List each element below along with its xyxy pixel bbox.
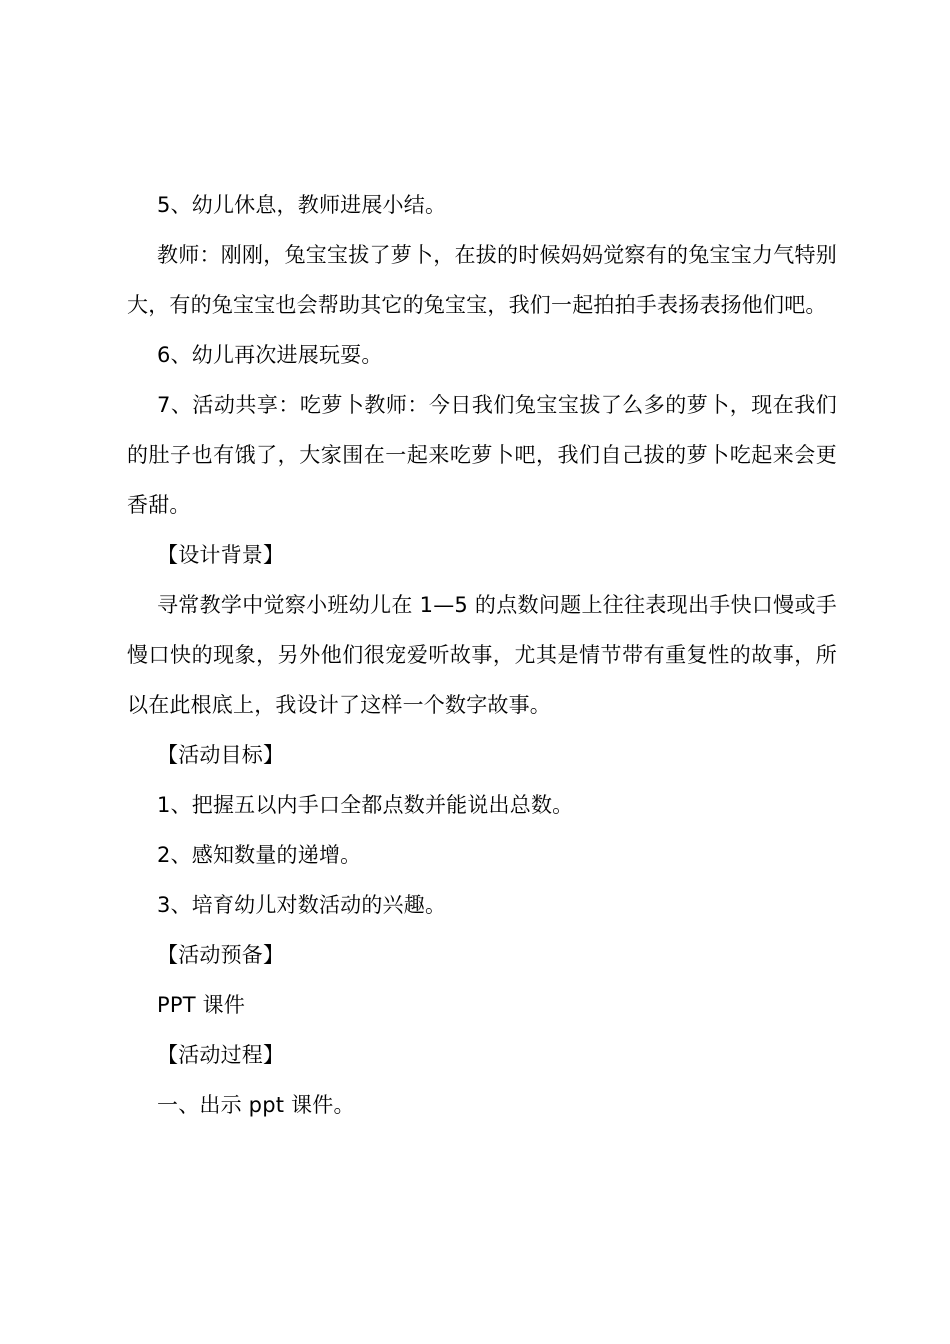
- paragraph-rest-summary: 5、幼儿休息，教师进展小结。: [157, 193, 447, 217]
- goal-item-2: 2、感知数量的递增。: [157, 843, 362, 867]
- process-step-1: 一、出示 ppt 课件。: [157, 1093, 355, 1117]
- document-page: [127, 180, 837, 1130]
- preparation-item: PPT 课件: [157, 993, 246, 1017]
- goal-item-3: 3、培育幼儿对数活动的兴趣。: [157, 893, 447, 917]
- heading-activity-process: 【活动过程】: [157, 1043, 285, 1067]
- paragraph-activity-share: 7、活动共享：吃萝卜教师：今日我们兔宝宝拔了么多的萝卜，现在我们的肚子也有饿了，大家围在一起来吃萝卜吧，我们自己拔的萝卜吃起来会更香甜。: [127, 393, 837, 517]
- goal-item-1: 1、把握五以内手口全都点数并能说出总数。: [157, 793, 574, 817]
- heading-activity-preparation: 【活动预备】: [157, 943, 285, 967]
- paragraph-design-background: 寻常教学中觉察小班幼儿在 1—5 的点数问题上往往表现出手快口慢或手慢口快的现象，另外他们很宠爱听故事，尤其是情节带有重复性的故事，所以在此根底上，我设计了这样一个数字故事。: [127, 593, 837, 717]
- paragraph-teacher-praise: 教师：刚刚，兔宝宝拔了萝卜，在拔的时候妈妈觉察有的兔宝宝力气特别大，有的兔宝宝也会帮助其它的兔宝宝，我们一起拍拍手表扬表扬他们吧。: [127, 243, 837, 317]
- paragraph-play-again: 6、幼儿再次进展玩耍。: [157, 343, 383, 367]
- heading-design-background: 【设计背景】: [157, 543, 285, 567]
- heading-activity-goals: 【活动目标】: [157, 743, 285, 767]
